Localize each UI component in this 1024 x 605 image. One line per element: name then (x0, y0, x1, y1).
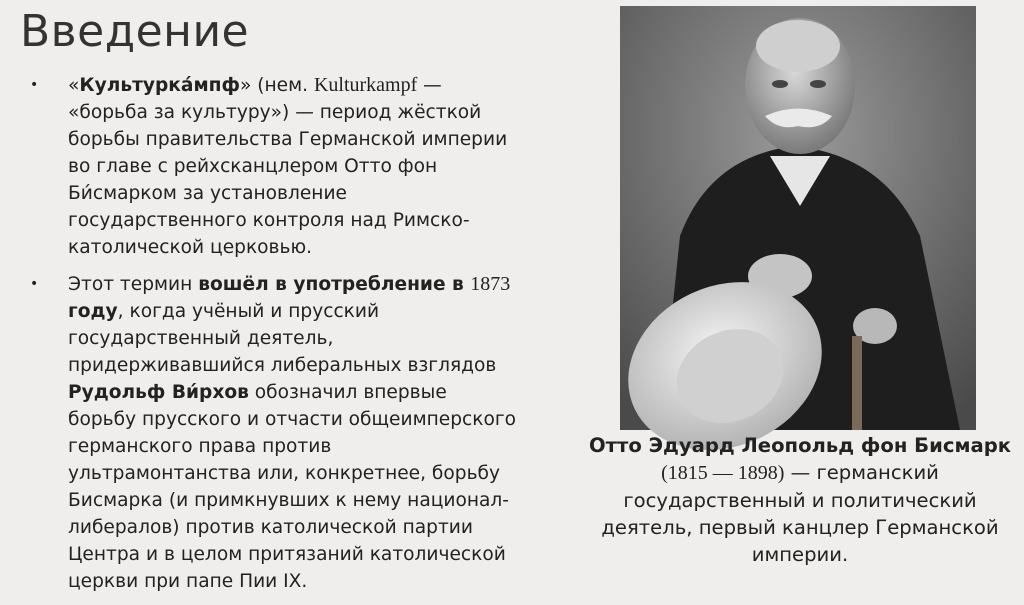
slide-title: Введение (20, 6, 250, 57)
bullet1-text: — «борьба за культуру») — период жёсткой борьбы правительства Германской империи во главе с рейхсканцлером Отто фон Би́смарком за установление государственного контроля над Римско-католической церковью. (68, 75, 508, 258)
bullet-marker: • (30, 77, 39, 93)
bullet2-text-mid: , когда учёный и прусский государственный деятель, придерживавшийся либеральных взглядов (68, 301, 497, 376)
german-term: Kulturkampf (313, 74, 418, 96)
person-virchow: Рудольф Ви́рхов (68, 382, 249, 403)
portrait-caption (580, 432, 1020, 568)
term-kulturkampf: Культурка́мпф (79, 75, 240, 96)
bullet2-bold-year-word: году (68, 301, 118, 322)
bullet2-bold-phrase: вошёл в употребление в (198, 274, 471, 295)
bullet2-text-end: обозначил впервые борьбу прусского и отчасти общеимперского германского права против ультрамонтанства или, конкретнее, борьбу Бисмарка (и примкнувших к нему национал-либералов) против католической партии Центра и в целом притязаний католической церкви при папе Пии IX. (68, 382, 516, 592)
bullet-marker: • (30, 276, 39, 292)
quote-open: « (68, 75, 80, 96)
year-1873: 1873 (470, 273, 511, 295)
bullet-item-term-origin (30, 271, 520, 595)
bullet-list (30, 72, 520, 605)
term-note: » (нем. (239, 75, 314, 96)
bullet-item-kulturkampf (30, 72, 520, 261)
caption-years: (1815 — 1898) (661, 462, 785, 484)
portrait-photo-icon (620, 6, 976, 430)
caption-name: Отто Эдуард Леопольд фон Бисмарк (588, 434, 1012, 457)
bullet2-text-start: Этот термин (68, 274, 199, 295)
caption-description: — германский государственный и политический деятель, первый канцлер Германской империи. (601, 461, 999, 566)
bismarck-portrait (620, 6, 976, 430)
